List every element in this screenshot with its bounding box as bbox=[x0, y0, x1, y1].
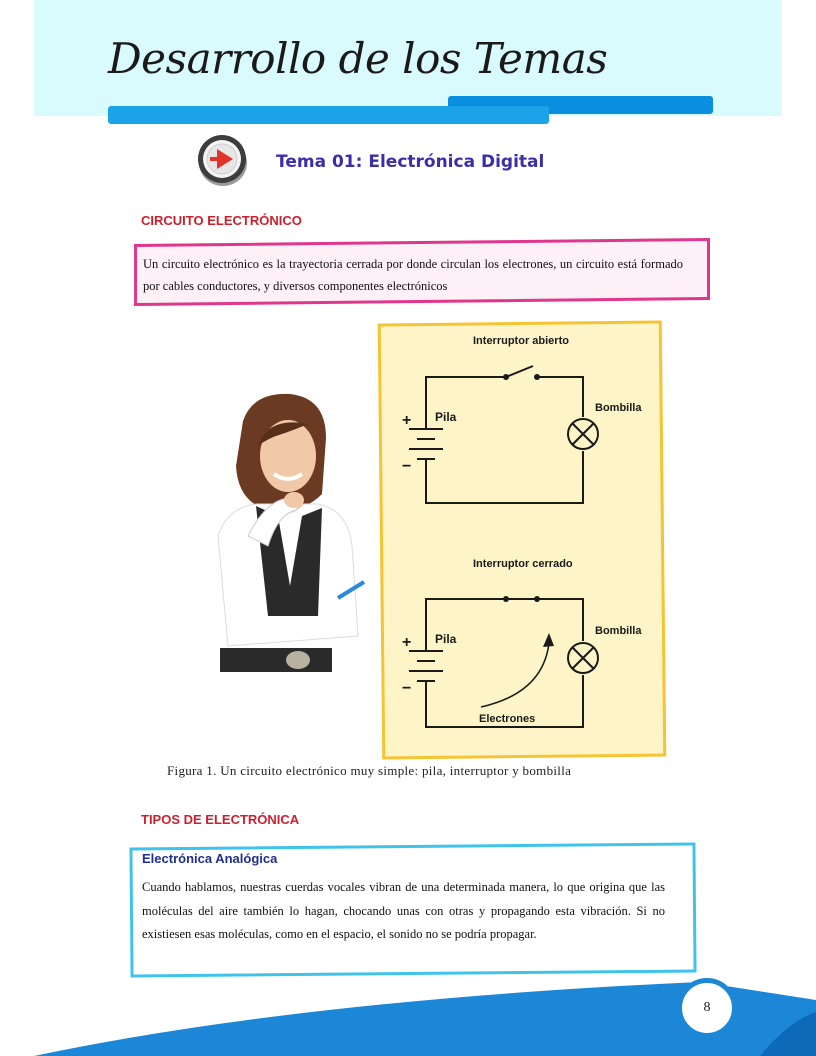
section-heading-tipos: TIPOS DE ELECTRÓNICA bbox=[141, 812, 300, 827]
plus-sign-top: + bbox=[402, 412, 412, 429]
definition-text: Un circuito electrónico es la trayectoria cerrada por donde circulan los electrones, un circuito está formado por cables conductores, y diversos componentes electrónicos bbox=[143, 257, 683, 293]
header-accent-bar-left bbox=[108, 106, 549, 124]
plus-sign-bottom: + bbox=[402, 634, 412, 651]
play-button-icon[interactable] bbox=[197, 132, 249, 188]
section-heading-circuito: CIRCUITO ELECTRÓNICO bbox=[141, 213, 302, 228]
electrons-label: Electrones bbox=[479, 713, 536, 725]
figure-caption: Figura 1. Un circuito electrónico muy simple: pila, interruptor y bombilla bbox=[167, 763, 572, 778]
battery-label-bottom: Pila bbox=[435, 632, 457, 646]
open-switch-label: Interruptor abierto bbox=[473, 335, 569, 347]
battery-label-top: Pila bbox=[435, 410, 457, 424]
topic-title: Tema 01: Electrónica Digital bbox=[276, 152, 545, 172]
bulb-label-bottom: Bombilla bbox=[595, 625, 642, 637]
circuit-diagram bbox=[383, 325, 655, 749]
page-number: 8 bbox=[677, 978, 737, 1038]
page-title: Desarrollo de los Temas bbox=[108, 34, 608, 83]
closed-switch-label: Interruptor cerrado bbox=[473, 558, 573, 570]
bulb-label-top: Bombilla bbox=[595, 402, 642, 414]
analog-subheading: Electrónica Analógica bbox=[142, 851, 278, 866]
student-photo bbox=[198, 386, 384, 686]
minus-sign-bottom: − bbox=[402, 680, 412, 697]
analog-text: Cuando hablamos, nuestras cuerdas vocales vibran de una determinada manera, lo que origina que las moléculas del aire también lo hagan, chocando unas con otras y propagando esta vibración. Si no existiesen esas moléculas, como en el espacio, el sonido no se podría propagar. bbox=[142, 880, 665, 941]
minus-sign-top: − bbox=[402, 458, 412, 475]
